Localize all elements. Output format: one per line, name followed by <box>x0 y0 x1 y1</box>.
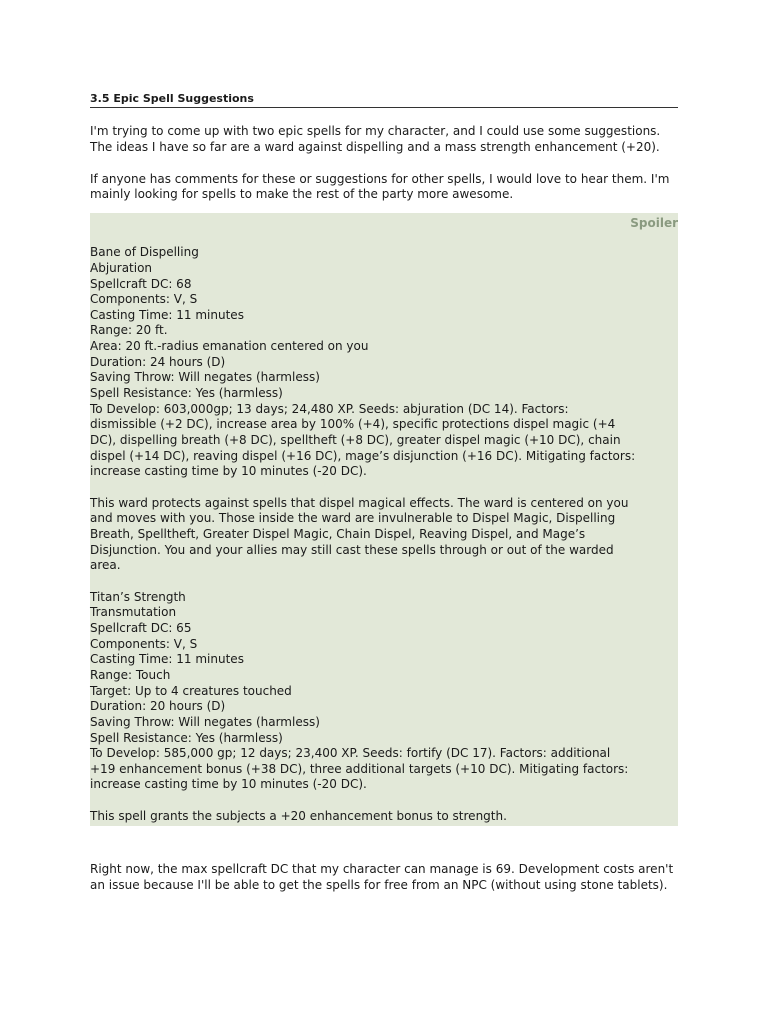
spell-line: Components: V, S <box>90 292 198 307</box>
spell-line: Components: V, S <box>90 636 198 651</box>
intro-paragraph-1: I'm trying to come up with two epic spells for my character, and I could use some suggestions. The ideas I have so far are a ward against dispelling and a mass strength enhancement (+20). <box>90 124 665 154</box>
post-title: 3.5 Epic Spell Suggestions <box>90 92 678 108</box>
spell-titans-strength <box>90 590 678 825</box>
spell-line: Saving Throw: Will negates (harmless) <box>90 370 320 385</box>
spell-line: Casting Time: 11 minutes <box>90 652 244 667</box>
spell-description-line: Breath, Spelltheft, Greater Dispel Magic, Chain Dispel, Reaving Dispel, and Mage’s <box>90 526 586 541</box>
spell-description-line: area. <box>90 558 121 573</box>
spell-line: Casting Time: 11 minutes <box>90 307 244 322</box>
spell-line: Duration: 20 hours (D) <box>90 699 226 714</box>
line-gap <box>90 480 678 496</box>
spell-line: Target: Up to 4 creatures touched <box>90 683 292 698</box>
spell-description-line: and moves with you. Those inside the ward are invulnerable to Dispel Magic, Dispelling <box>90 511 616 526</box>
line-gap <box>90 574 678 590</box>
spell-line: +19 enhancement bonus (+38 DC), three additional targets (+10 DC). Mitigating factors: <box>90 761 629 776</box>
spell-line: Transmutation <box>90 605 177 620</box>
spell-line: increase casting time by 10 minutes (-20 DC). <box>90 464 367 479</box>
spell-line: DC), dispelling breath (+8 DC), spelltheft (+8 DC), greater dispel magic (+10 DC), chain <box>90 433 621 448</box>
spell-line: To Develop: 603,000gp; 13 days; 24,480 XP. Seeds: abjuration (DC 14). Factors: <box>90 401 569 416</box>
spell-line: dispel (+14 DC), reaving dispel (+16 DC), mage’s disjunction (+16 DC). Mitigating factors: <box>90 448 636 463</box>
spell-line: Spellcraft DC: 65 <box>90 620 192 635</box>
spell-line: Spell Resistance: Yes (harmless) <box>90 730 283 745</box>
intro-paragraph-2: If anyone has comments for these or suggestions for other spells, I would love to hear them. I'm mainly looking for spells to make the rest of the party more awesome. <box>90 171 674 202</box>
spell-line: increase casting time by 10 minutes (-20 DC). <box>90 777 367 792</box>
spoiler-label[interactable]: Spoiler <box>630 216 678 231</box>
spell-line: Duration: 24 hours (D) <box>90 354 226 369</box>
spell-description-line: Disjunction. You and your allies may still cast these spells through or out of the warded <box>90 542 614 557</box>
spell-line: Abjuration <box>90 260 153 275</box>
spell-line: Range: 20 ft. <box>90 323 168 338</box>
spoiler-box <box>90 213 678 826</box>
spoiler-content <box>90 245 678 824</box>
forum-post <box>90 92 678 894</box>
line-gap <box>90 793 678 809</box>
spell-bane-of-dispelling <box>90 245 678 574</box>
spell-line: Range: Touch <box>90 667 171 682</box>
closing-paragraph: Right now, the max spellcraft DC that my character can manage is 69. Development costs aren't an issue because I'll be able to get the spells for free from an NPC (without using stone tablets). <box>90 862 677 893</box>
spell-line: dismissible (+2 DC), increase area by 100% (+4), specific protections dispel magic (+4 <box>90 417 616 432</box>
spell-description-line: This ward protects against spells that dispel magical effects. The ward is centered on you <box>90 495 629 510</box>
spell-line: Bane of Dispelling <box>90 245 199 260</box>
spell-line: To Develop: 585,000 gp; 12 days; 23,400 XP. Seeds: fortify (DC 17). Factors: additional <box>90 746 611 761</box>
spell-line: Area: 20 ft.-radius emanation centered on you <box>90 339 369 354</box>
spell-line: Titan’s Strength <box>90 589 186 604</box>
spell-description-line: This spell grants the subjects a +20 enhancement bonus to strength. <box>90 808 507 823</box>
spell-line: Saving Throw: Will negates (harmless) <box>90 714 320 729</box>
spell-line: Spellcraft DC: 68 <box>90 276 192 291</box>
spell-line: Spell Resistance: Yes (harmless) <box>90 386 283 401</box>
